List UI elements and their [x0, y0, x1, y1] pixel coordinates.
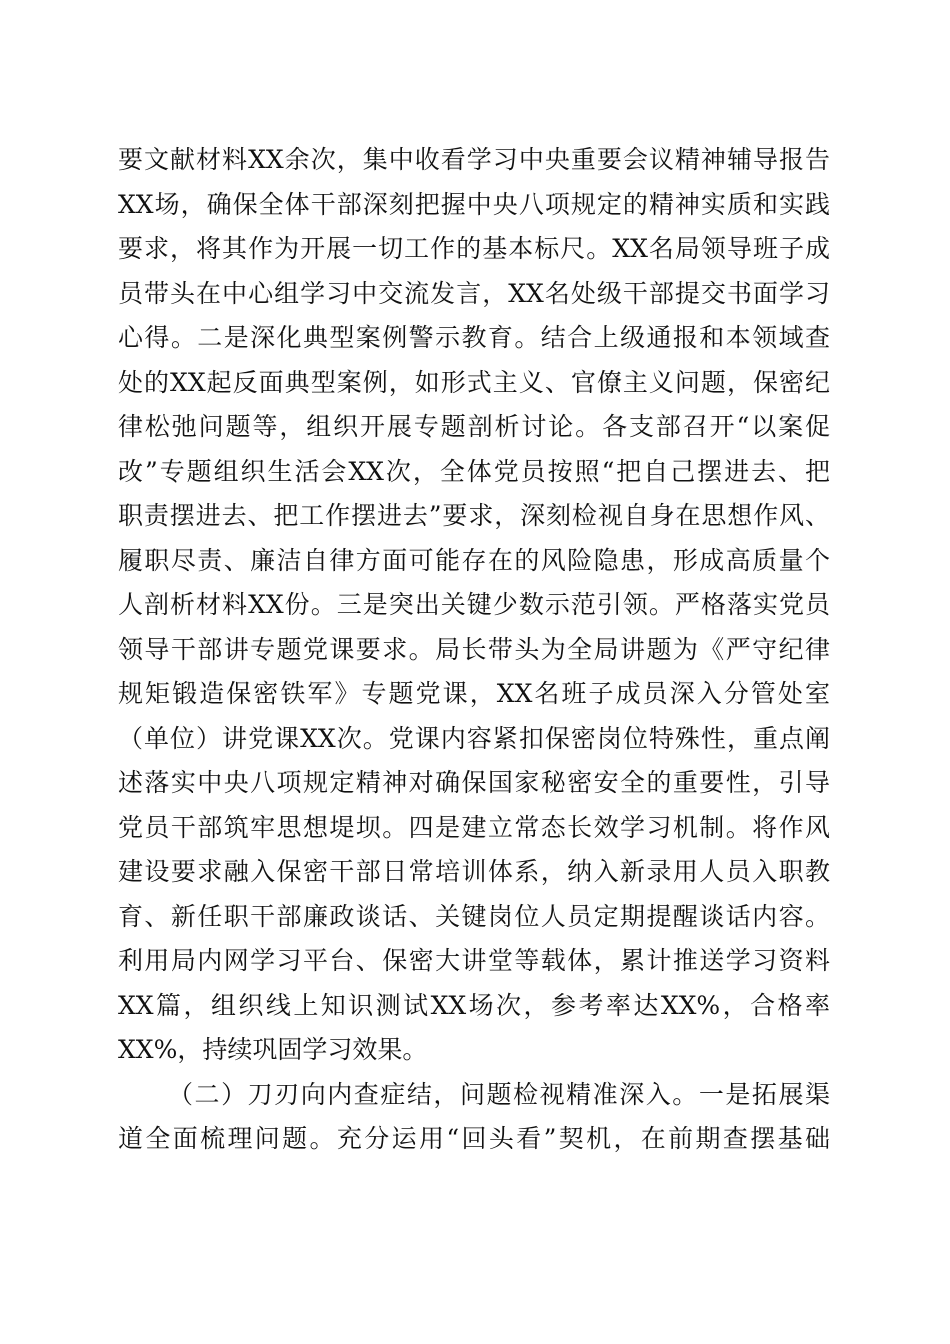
- text-line-20: XX篇，组织线上知识测试XX场次，参考率达XX%，合格率: [118, 990, 830, 1020]
- text-line-8: 改”专题组织生活会XX次，全体党员按照“把自己摆进去、把: [118, 456, 830, 486]
- text-line-11: 人剖析材料XX份。三是突出关键少数示范引领。严格落实党员: [118, 590, 830, 619]
- body-text: [118, 138, 830, 1162]
- text-line-6: 处的XX起反面典型案例，如形式主义、官僚主义问题，保密纪: [118, 367, 830, 397]
- text-line-10: 履职尽责、廉洁自律方面可能存在的风险隐患，形成高质量个: [118, 545, 830, 575]
- text-line-16: 党员干部筑牢思想堤坝。四是建立常态长效学习机制。将作风: [118, 812, 830, 842]
- section-heading-line: （二）刀刃向内查症结，问题检视精准深入。一是拓展渠: [168, 1079, 830, 1109]
- text-line-3: 要求，将其作为开展一切工作的基本标尺。XX名局领导班子成: [118, 234, 830, 263]
- text-line-7: 律松弛问题等，组织开展专题剖析讨论。各支部召开“以案促: [118, 412, 830, 441]
- text-line-9: 职责摆进去、把工作摆进去”要求，深刻检视自身在思想作风、: [118, 501, 830, 530]
- text-line-14: （单位）讲党课XX次。党课内容紧扣保密岗位特殊性，重点阐: [118, 723, 830, 753]
- text-line-15: 述落实中央八项规定精神对确保国家秘密安全的重要性，引导: [118, 768, 830, 797]
- text-line-12: 领导干部讲专题党课要求。局长带头为全局讲题为《严守纪律: [118, 634, 830, 664]
- text-line-19: 利用局内网学习平台、保密大讲堂等载体，累计推送学习资料: [118, 946, 830, 975]
- text-line-17: 建设要求融入保密干部日常培训体系，纳入新录用人员入职教: [118, 857, 830, 886]
- text-line-21: XX%，持续巩固学习效果。: [118, 1035, 428, 1064]
- text-line-23: 道全面梳理问题。充分运用“回头看”契机，在前期查摆基础: [118, 1124, 830, 1153]
- text-line-4: 员带头在中心组学习中交流发言，XX名处级干部提交书面学习: [118, 278, 830, 308]
- text-line-1: 要文献材料XX余次，集中收看学习中央重要会议精神辅导报告: [118, 145, 830, 174]
- text-line-2: XX场，确保全体干部深刻把握中央八项规定的精神实质和实践: [118, 189, 830, 219]
- text-line-18: 育、新任职干部廉政谈话、关键岗位人员定期提醒谈话内容。: [118, 901, 830, 931]
- text-line-13: 规矩锻造保密铁军》专题党课，XX名班子成员深入分管处室: [118, 679, 830, 708]
- text-line-5: 心得。二是深化典型案例警示教育。结合上级通报和本领域查: [118, 323, 830, 352]
